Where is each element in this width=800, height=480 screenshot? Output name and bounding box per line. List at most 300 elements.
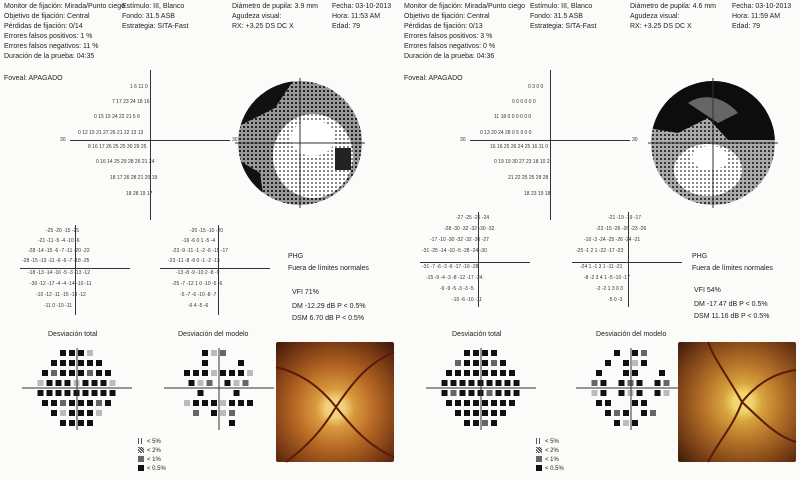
sensitivity-row: 8 16 17 26 25 25 30 29 25 xyxy=(88,144,147,150)
probability-symbol xyxy=(592,390,598,396)
pattern-dev-row: -24 1 -1 3 1 -11 -21 xyxy=(580,264,623,270)
legend-5-icon xyxy=(536,438,542,444)
probability-symbol xyxy=(105,370,111,376)
total-dev-probability-plot xyxy=(22,348,132,438)
ght-label: PHG xyxy=(288,253,304,260)
sensitivity-row: 0 3 0 0 xyxy=(528,84,544,90)
probability-symbol xyxy=(238,370,244,376)
probability-symbol xyxy=(60,370,66,376)
total-dev-probability-plot xyxy=(426,348,536,438)
probability-symbol xyxy=(96,400,102,406)
probability-symbol xyxy=(500,370,506,376)
pattern-dev-row: -5 0 -3 xyxy=(608,297,623,303)
pattern-dev-axis-h xyxy=(572,262,682,263)
probability-symbol xyxy=(623,370,629,376)
probability-symbol xyxy=(614,420,620,426)
probability-symbol xyxy=(56,380,62,386)
sensitivity-axis-v xyxy=(550,70,551,220)
probability-symbol xyxy=(623,420,629,426)
sensitivity-row: 11 18 0 0 0 0 0 0 xyxy=(494,114,532,120)
total-dev-row: -25 -20 -15 -25 xyxy=(46,228,80,234)
probability-symbol xyxy=(464,410,470,416)
legend-item xyxy=(138,447,161,455)
sensitivity-row: 7 17 23 24 18 16 xyxy=(112,99,150,105)
sensitivity-row: 18 28 19 17 xyxy=(126,191,153,197)
probability-symbol xyxy=(451,380,457,386)
pattern-dev-row: -25 -7 -12 1 0 -10 -5 -6 xyxy=(172,281,223,287)
fixation-losses: Pérdidas de fijación: 0/13 xyxy=(404,23,483,30)
sensitivity-row: 18 17 26 28 21 20 19 xyxy=(110,175,158,181)
pattern-dev-probability-plot xyxy=(164,348,274,438)
probability-symbol xyxy=(592,380,598,386)
probability-symbol xyxy=(38,390,44,396)
probability-symbol xyxy=(491,410,497,416)
probability-symbol xyxy=(110,390,116,396)
probability-symbol xyxy=(664,380,670,386)
legend-2-icon xyxy=(138,447,144,453)
probability-symbol xyxy=(220,350,226,356)
exam-date: Fecha: 03-10-2013 xyxy=(332,3,392,10)
legend-item xyxy=(138,456,161,464)
probability-symbol xyxy=(500,360,506,366)
probability-symbol xyxy=(229,420,235,426)
probability-symbol xyxy=(69,420,75,426)
probability-symbol xyxy=(47,390,53,396)
total-dev-row: -10 -6 -10 -11 xyxy=(452,297,482,303)
test-duration: Duración de la prueba: 04:35 xyxy=(4,53,95,60)
ght-result: Fuera de límites normales xyxy=(692,265,773,272)
sensitivity-row: 0 12 15 21 27 26 21 22 13 13 xyxy=(78,130,144,136)
probability-symbol xyxy=(632,360,638,366)
probability-symbol xyxy=(455,400,461,406)
probability-symbol xyxy=(487,380,493,386)
probability-symbol xyxy=(198,380,204,386)
legend-2-icon xyxy=(536,447,542,453)
probability-symbol xyxy=(601,390,607,396)
probability-symbol xyxy=(482,350,488,356)
probability-symbol xyxy=(491,400,497,406)
probability-symbol xyxy=(60,350,66,356)
total-dev-row: -15 -9 -4 -3 -8 -12 -17 -24 xyxy=(426,275,483,281)
probability-symbol xyxy=(464,370,470,376)
legend-item xyxy=(536,456,559,464)
probability-symbol xyxy=(87,420,93,426)
sensitivity-row: 0 15 15 24 22 21 5 6 xyxy=(94,114,140,120)
probability-symbol xyxy=(473,370,479,376)
probability-symbol xyxy=(623,360,629,366)
legend-label: < 0.5% xyxy=(147,466,166,472)
total-dev-row: -9 -9 -5 -3 -3 -5 xyxy=(440,286,474,292)
probability-symbol xyxy=(455,370,461,376)
greyscale-map xyxy=(648,78,778,208)
probability-symbol xyxy=(87,400,93,406)
stimulus: Estímulo: III, Blanco xyxy=(530,3,593,10)
ght-result: Fuera de límites normales xyxy=(288,265,369,272)
probability-symbol xyxy=(482,400,488,406)
legend-05-icon xyxy=(536,465,542,471)
probability-symbol xyxy=(234,390,240,396)
fixation-monitor: Monitor de fijación: Mirada/Punto ciego xyxy=(404,3,526,10)
background: Fondo: 31.5 ASB xyxy=(530,13,583,20)
probability-symbol xyxy=(632,420,638,426)
sensitivity-row: 0 16 14 25 29 28 26 21 24 xyxy=(96,159,155,165)
legend-item xyxy=(138,465,166,473)
probability-symbol xyxy=(96,360,102,366)
patient-age: Edad: 79 xyxy=(732,23,761,30)
stimulus: Estímulo: III, Blanco xyxy=(122,3,185,10)
probability-symbol xyxy=(505,390,511,396)
probability-symbol xyxy=(87,360,93,366)
probability-symbol xyxy=(451,390,457,396)
sensitivity-row: 0 13 20 24 28 0 5 9 0 0 xyxy=(480,130,532,136)
probability-symbol xyxy=(482,370,488,376)
total-dev-row: -18 -13 -14 -16 -5 -3 -13 -12 xyxy=(28,270,90,276)
probability-symbol xyxy=(247,400,253,406)
probability-symbol xyxy=(464,360,470,366)
probability-symbol xyxy=(469,390,475,396)
sensitivity-axis-v xyxy=(150,70,151,220)
pattern-dev-row: -10 -3 -24 -25 -26 -24 -21 xyxy=(584,237,641,243)
background: Fondo: 31.5 ASB xyxy=(122,13,175,20)
legend-05-icon xyxy=(138,465,144,471)
pattern-dev-row: -20 -15 -10 -20 xyxy=(190,228,224,234)
sensitivity-row: 21 22 25 25 28 28 xyxy=(508,175,549,181)
exam-time: Hora: 11:53 AM xyxy=(332,13,381,20)
legend-item xyxy=(536,447,559,455)
probability-symbol xyxy=(491,350,497,356)
probability-symbol xyxy=(500,400,506,406)
probability-symbol xyxy=(184,400,190,406)
probability-symbol xyxy=(220,370,226,376)
probability-symbol xyxy=(51,360,57,366)
probability-symbol xyxy=(487,390,493,396)
probability-symbol xyxy=(211,370,217,376)
probability-symbol xyxy=(92,390,98,396)
probability-symbol xyxy=(442,380,448,386)
greyscale-map xyxy=(235,78,365,208)
probability-symbol xyxy=(42,400,48,406)
probability-symbol xyxy=(69,360,75,366)
legend-item xyxy=(536,465,564,473)
probability-symbol xyxy=(198,390,204,396)
pattern-std-deviation: DSM 6.70 dB P < 0.5% xyxy=(292,315,365,322)
probability-symbol xyxy=(69,350,75,356)
probability-symbol xyxy=(78,370,84,376)
probability-symbol xyxy=(69,400,75,406)
total-dev-row: -10 -12 -11 -15 -13 -12 xyxy=(36,292,86,298)
probability-symbol xyxy=(637,380,643,386)
strategy: Estrategia: SITA-Fast xyxy=(122,23,189,30)
probability-symbol xyxy=(78,350,84,356)
probability-symbol xyxy=(60,410,66,416)
pattern-dev-title: Desviación del modelo xyxy=(596,331,667,338)
pattern-std-deviation: DSM 11.16 dB P < 0.5% xyxy=(694,313,770,320)
false-negatives: Errores falsos negativos: 0 % xyxy=(404,43,496,50)
probability-symbol xyxy=(229,370,235,376)
total-dev-row: -11 0 -10 -11 xyxy=(44,303,72,309)
legend-label: < 5% xyxy=(147,439,161,445)
probability-symbol xyxy=(78,400,84,406)
test-duration: Duración de la prueba: 04:36 xyxy=(404,53,495,60)
probability-symbol xyxy=(83,380,89,386)
probability-symbol xyxy=(225,380,231,386)
probability-symbol xyxy=(56,390,62,396)
probability-symbol xyxy=(632,400,638,406)
probability-symbol xyxy=(473,410,479,416)
probability-symbol xyxy=(101,380,107,386)
probability-symbol xyxy=(464,350,470,356)
pattern-dev-row: -23 -11 -8 -6 0 -1 -2 -13 xyxy=(168,258,220,264)
probability-symbol xyxy=(614,410,620,416)
pattern-dev-title: Desviación del modelo xyxy=(178,331,249,338)
probability-symbol xyxy=(229,400,235,406)
probability-symbol xyxy=(87,350,93,356)
foveal-status: Foveal: APAGADO xyxy=(404,75,463,82)
probability-symbol xyxy=(473,420,479,426)
probability-symbol xyxy=(51,410,57,416)
probability-symbol xyxy=(78,360,84,366)
probability-symbol xyxy=(514,380,520,386)
total-dev-row: -27 -25 -26 -24 xyxy=(456,215,490,221)
probability-symbol xyxy=(605,400,611,406)
probability-symbol xyxy=(211,410,217,416)
probability-symbol xyxy=(619,390,625,396)
probability-symbol xyxy=(601,380,607,386)
strategy: Estrategia: SITA-Fast xyxy=(530,23,597,30)
legend-label: < 0.5% xyxy=(545,466,564,472)
false-positives: Errores falsos positivos: 1 % xyxy=(4,33,93,40)
probability-symbol xyxy=(220,410,226,416)
legend-1-icon xyxy=(138,456,144,462)
total-dev-row: -28 -14 -15 -6 -7 -11 -20 -22 xyxy=(28,248,90,254)
legend-label: < 1% xyxy=(147,457,161,463)
pattern-dev-row: -5 -7 -6 -10 -8 -7 xyxy=(180,292,217,298)
probability-symbol xyxy=(491,420,497,426)
probability-symbol xyxy=(505,380,511,386)
refraction: RX: +3.25 DS DC X xyxy=(630,23,692,30)
probability-symbol xyxy=(464,400,470,406)
visual-acuity: Agudeza visual: xyxy=(232,13,282,20)
probability-symbol xyxy=(641,350,647,356)
probability-symbol xyxy=(641,410,647,416)
total-dev-row: -31 -7 -6 -3 -6 -17 -16 -28 xyxy=(422,264,479,270)
probability-symbol xyxy=(614,350,620,356)
pattern-dev-row: -21 -19 -19 -17 xyxy=(608,215,642,221)
mean-deviation: DM -17.47 dB P < 0.5% xyxy=(694,301,768,308)
probability-symbol xyxy=(491,360,497,366)
probability-symbol xyxy=(51,370,57,376)
probability-symbol xyxy=(446,370,452,376)
optic-disc-photo xyxy=(678,342,796,462)
axis-label: 30 xyxy=(460,137,466,143)
probability-symbol xyxy=(92,380,98,386)
fixation-target: Objetivo de fijación: Central xyxy=(4,13,90,20)
vfi-value: VFI 71% xyxy=(292,289,319,296)
probability-symbol xyxy=(473,400,479,406)
vfi-value: VFI 54% xyxy=(694,287,721,294)
probability-symbol xyxy=(623,410,629,416)
probability-symbol xyxy=(42,370,48,376)
probability-symbol xyxy=(500,410,506,416)
probability-symbol xyxy=(655,390,661,396)
probability-symbol xyxy=(78,410,84,416)
probability-symbol xyxy=(184,370,190,376)
probability-symbol xyxy=(193,370,199,376)
mean-deviation: DM -12.29 dB P < 0.5% xyxy=(292,303,366,310)
probability-symbol xyxy=(87,410,93,416)
total-dev-axis-h xyxy=(420,262,530,263)
legend-item xyxy=(138,438,161,446)
probability-symbol xyxy=(78,420,84,426)
probability-symbol xyxy=(473,360,479,366)
pattern-dev-row: -8 -2 3 4 1 -5 -10 -17 xyxy=(584,275,630,281)
probability-symbol xyxy=(496,380,502,386)
probability-symbol xyxy=(637,390,643,396)
pupil-diameter: Diámetro de pupila: 3.9 mm xyxy=(232,3,318,10)
right-eye-report xyxy=(400,0,800,480)
probability-symbol xyxy=(655,380,661,386)
total-dev-row: -28 -30 -32 -32 -30 -32 xyxy=(444,226,495,232)
total-dev-row: -17 -10 -30 -32 -32 -30 -27 xyxy=(430,237,489,243)
pattern-dev-row: -23 -9 -11 -1 -2 -6 -15 -17 xyxy=(172,248,229,254)
axis-label: 30 xyxy=(632,137,638,143)
patient-age: Edad: 79 xyxy=(332,23,361,30)
probability-symbol xyxy=(202,350,208,356)
probability-symbol xyxy=(659,370,665,376)
pattern-dev-row: -13 -8 -9 -10 2 -8 -9 xyxy=(176,270,220,276)
refraction: RX: +3.25 DS DC X xyxy=(232,23,294,30)
legend-label: < 5% xyxy=(545,439,559,445)
pattern-dev-axis-h xyxy=(160,268,270,269)
total-dev-row: -21 -11 -5 -4 -10 -6 xyxy=(38,238,80,244)
exam-time: Hora: 11:59 AM xyxy=(732,13,781,20)
pattern-dev-row: -2 -2 1 3 0 3 xyxy=(596,286,623,292)
probability-symbol xyxy=(473,350,479,356)
fixation-target: Objetivo de fijación: Central xyxy=(404,13,490,20)
probability-symbol xyxy=(234,380,240,386)
probability-symbol xyxy=(220,400,226,406)
optic-disc-photo xyxy=(276,342,394,462)
probability-symbol xyxy=(96,370,102,376)
probability-symbol xyxy=(96,410,102,416)
legend-item xyxy=(536,438,559,446)
probability-symbol xyxy=(65,380,71,386)
axis-label: 30 xyxy=(60,137,66,143)
probability-symbol xyxy=(247,370,253,376)
fixation-losses: Pérdidas de fijación: 0/14 xyxy=(4,23,83,30)
probability-symbol xyxy=(632,370,638,376)
legend-1-icon xyxy=(536,456,542,462)
probability-symbol xyxy=(442,390,448,396)
probability-symbol xyxy=(238,400,244,406)
probability-symbol xyxy=(211,350,217,356)
probability-symbol xyxy=(650,410,656,416)
axis-label: 30 xyxy=(232,137,238,143)
probability-symbol xyxy=(482,420,488,426)
probability-symbol xyxy=(619,380,625,386)
probability-symbol xyxy=(482,360,488,366)
probability-symbol xyxy=(243,380,249,386)
pattern-dev-row: -25 -1 2 1 -22 -17 -23 xyxy=(576,248,624,254)
probability-symbol xyxy=(496,390,502,396)
probability-symbol xyxy=(69,410,75,416)
legend-label: < 2% xyxy=(545,448,559,454)
probability-symbol xyxy=(514,390,520,396)
false-positives: Errores falsos positivos: 3 % xyxy=(404,33,493,40)
probability-symbol xyxy=(446,400,452,406)
legend-5-icon xyxy=(138,438,144,444)
probability-symbol xyxy=(460,390,466,396)
retinal-vessels xyxy=(678,342,796,462)
pupil-diameter: Diámetro de pupila: 4.6 mm xyxy=(630,3,716,10)
probability-symbol xyxy=(105,400,111,406)
probability-symbol xyxy=(69,370,75,376)
probability-symbol xyxy=(460,380,466,386)
probability-symbol xyxy=(641,360,647,366)
probability-symbol xyxy=(207,380,213,386)
probability-symbol xyxy=(455,360,461,366)
probability-symbol xyxy=(65,390,71,396)
probability-symbol xyxy=(632,350,638,356)
probability-symbol xyxy=(60,420,66,426)
sensitivity-row: 0 0 0 0 0 0 xyxy=(512,99,536,105)
probability-symbol xyxy=(202,400,208,406)
probability-symbol xyxy=(509,370,515,376)
retinal-vessels xyxy=(276,342,394,462)
probability-symbol xyxy=(491,370,497,376)
probability-symbol xyxy=(189,380,195,386)
probability-symbol xyxy=(605,410,611,416)
probability-symbol xyxy=(60,400,66,406)
probability-symbol xyxy=(229,410,235,416)
ght-label: PHG xyxy=(692,253,708,260)
legend-label: < 1% xyxy=(545,457,559,463)
probability-symbol xyxy=(596,400,602,406)
fixation-monitor: Monitor de fijación: Mirada/Punto ciego xyxy=(4,3,126,10)
probability-symbol xyxy=(110,380,116,386)
sensitivity-row: 16 16 25 26 24 25 16 11 0 xyxy=(490,144,549,150)
probability-symbol xyxy=(238,360,244,366)
probability-symbol xyxy=(51,400,57,406)
total-dev-row: -30 -12 -17 -4 -4 -14 -10 -11 xyxy=(30,281,92,287)
sensitivity-row: 1 6 11 0 xyxy=(130,84,148,90)
probability-symbol xyxy=(469,380,475,386)
probability-symbol xyxy=(202,360,208,366)
probability-symbol xyxy=(60,360,66,366)
probability-symbol xyxy=(455,410,461,416)
foveal-status: Foveal: APAGADO xyxy=(4,75,63,82)
probability-symbol xyxy=(664,390,670,396)
pattern-dev-row: -6 4 -5 -6 xyxy=(188,303,209,309)
probability-symbol xyxy=(38,380,44,386)
probability-symbol xyxy=(509,400,515,406)
probability-symbol xyxy=(193,400,199,406)
probability-symbol xyxy=(482,410,488,416)
probability-symbol xyxy=(101,390,107,396)
probability-symbol xyxy=(47,380,53,386)
total-dev-row: -28 -15 -13 -11 -6 -6 -7 -18 -25 xyxy=(22,258,90,264)
probability-symbol xyxy=(641,400,647,406)
probability-symbol xyxy=(202,370,208,376)
false-negatives: Errores falsos negativos: 11 % xyxy=(4,43,99,50)
visual-acuity: Agudeza visual: xyxy=(630,13,680,20)
total-dev-title: Desviación total xyxy=(452,331,502,338)
total-dev-title: Desviación total xyxy=(48,331,98,338)
probability-symbol xyxy=(211,400,217,406)
total-dev-row: -31 -25 -14 -10 -5 -28 -24 -30 xyxy=(422,248,487,254)
probability-symbol xyxy=(83,390,89,396)
pattern-dev-row: -23 -15 -26 -26 -23 -26 xyxy=(596,226,647,232)
